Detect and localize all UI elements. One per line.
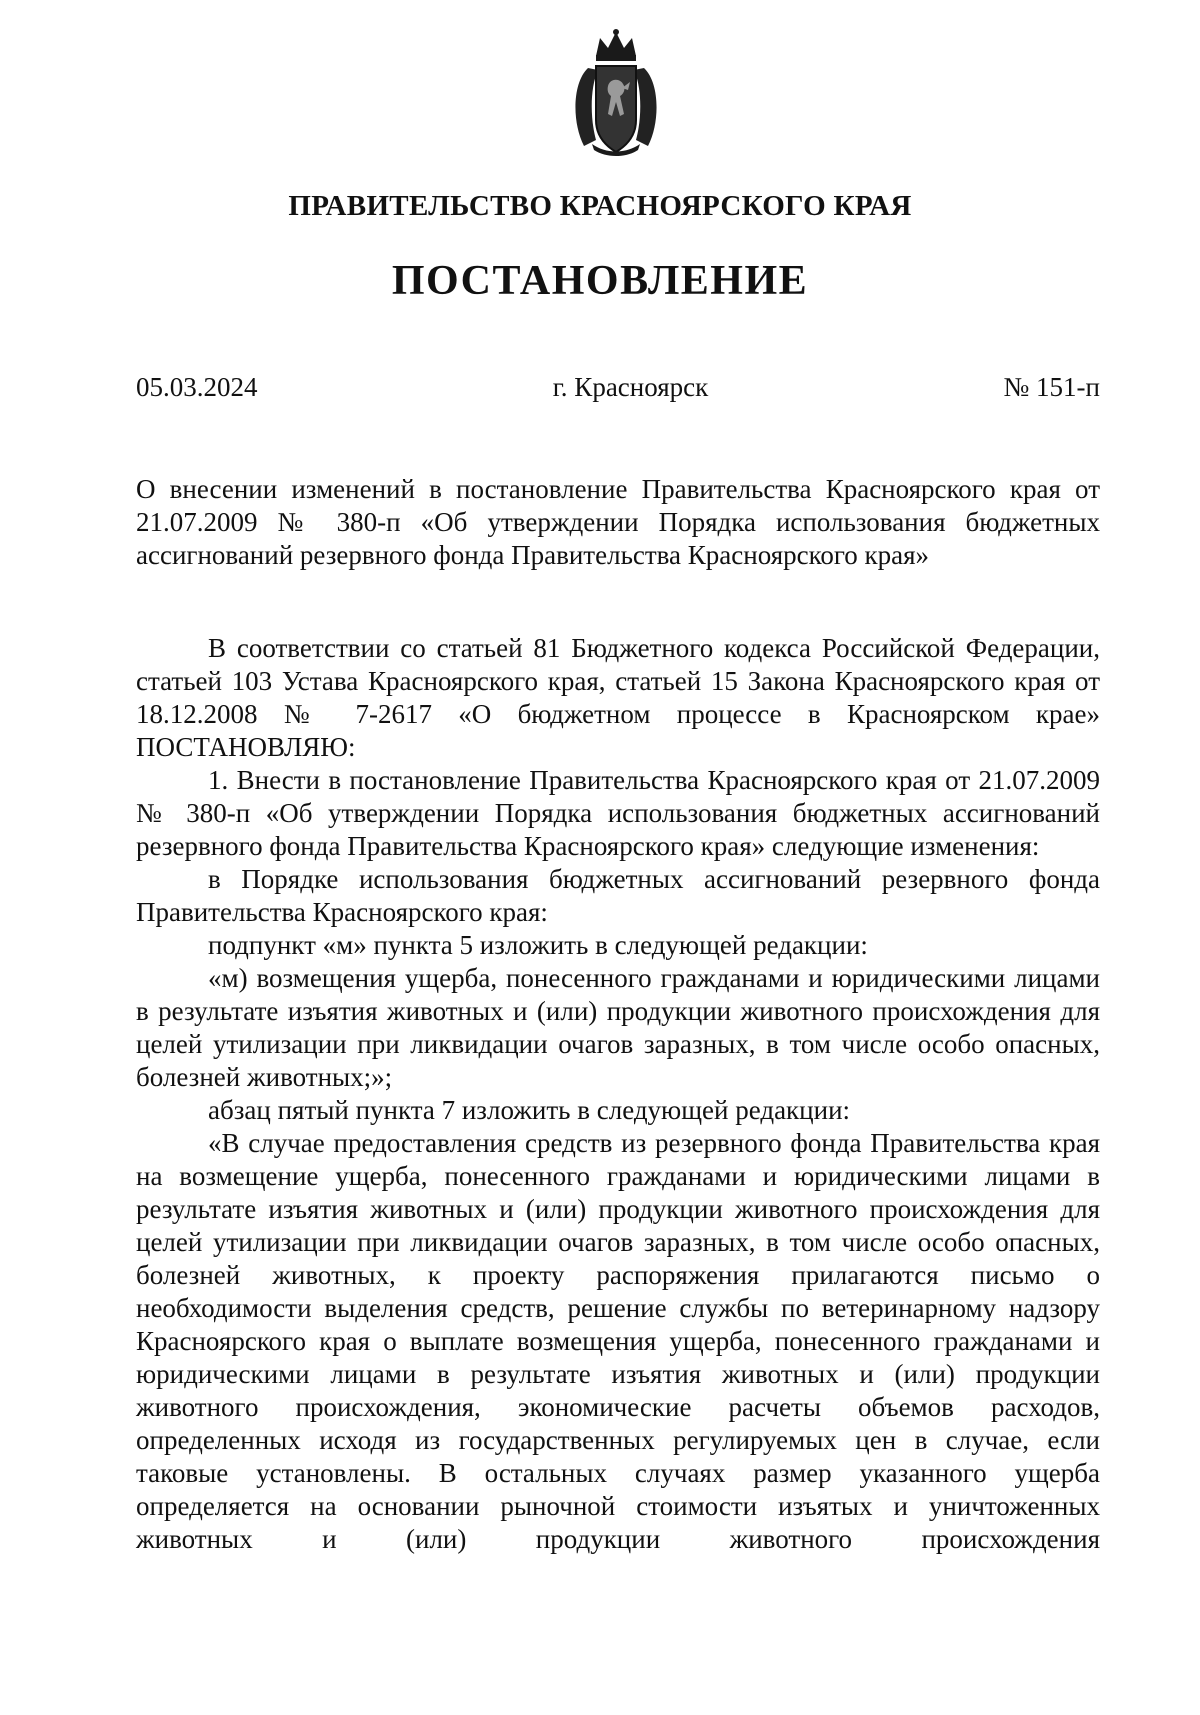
- body-paragraph: 1. Внести в постановление Правительства Красноярского края от 21.07.2009 № 380-п «Об утверждении Порядка использования бюджетных ассигнований резервного фонда Правительства Красноярского края» следующие изменения:: [136, 765, 1100, 861]
- document-city: г. Красноярск: [552, 372, 709, 402]
- document-meta: [136, 372, 1100, 403]
- document-body: [136, 632, 1100, 1556]
- document-number: № 151-п: [1003, 372, 1100, 402]
- body-paragraph: абзац пятый пункта 7 изложить в следующей редакции:: [208, 1095, 851, 1125]
- body-paragraph: «м) возмещения ущерба, понесенного гражданами и юридическими лицами в результате изъятия животных и (или) продукции животного происхождения для целей утилизации при ликвидации очагов заразных, в том числе особо опасных, болезней животных;»;: [136, 963, 1100, 1092]
- document-subject: О внесении изменений в постановление Правительства Красноярского края от 21.07.2009 № 380-п «Об утверждении Порядка использования бюджетных ассигнований резервного фонда Правительства Красноярского края»: [136, 474, 1100, 570]
- body-paragraph: в Порядке использования бюджетных ассигнований резервного фонда Правительства Красноярского края:: [136, 864, 1100, 927]
- document-date: 05.03.2024: [136, 372, 258, 402]
- body-paragraph: В соответствии со статьей 81 Бюджетного кодекса Российской Федерации, статьей 103 Устава Красноярского края, статьей 15 Закона Красноярского края от 18.12.2008 № 7-2617 «О бюджетном процессе в Красноярском крае» ПОСТАНОВЛЯЮ:: [136, 633, 1100, 762]
- document-type-heading: ПОСТАНОВЛЕНИЕ: [391, 258, 809, 304]
- body-paragraph: «В случае предоставления средств из резервного фонда Правительства края на возмещение ущерба, понесенного гражданами и юридическими лицами в результате изъятия животных и (или) продукции животного происхождения для целей утилизации при ликвидации очагов заразных, в том числе особо опасных, болезней животных, к проекту распоряжения прилагаются письмо о необходимости выделения средств, решение службы по ветеринарному надзору Красноярского края о выплате возмещения ущерба, понесенного гражданами и юридическими лицами в результате изъятия животных и (или) продукции животного происхождения, экономические расчеты объемов расходов, определенных исходя из государственных регулируемых цен в случае, если таковые установлены. В остальных случаях размер указанного ущерба определяется на основании рыночной стоимости изъятых и уничтоженных животных и (или) продукции животного происхождения: [136, 1128, 1100, 1554]
- coat-of-arms-icon: [566, 28, 666, 158]
- organization-title: ПРАВИТЕЛЬСТВО КРАСНОЯРСКОГО КРАЯ: [288, 190, 912, 222]
- body-paragraph: подпункт «м» пункта 5 изложить в следующей редакции:: [208, 930, 868, 960]
